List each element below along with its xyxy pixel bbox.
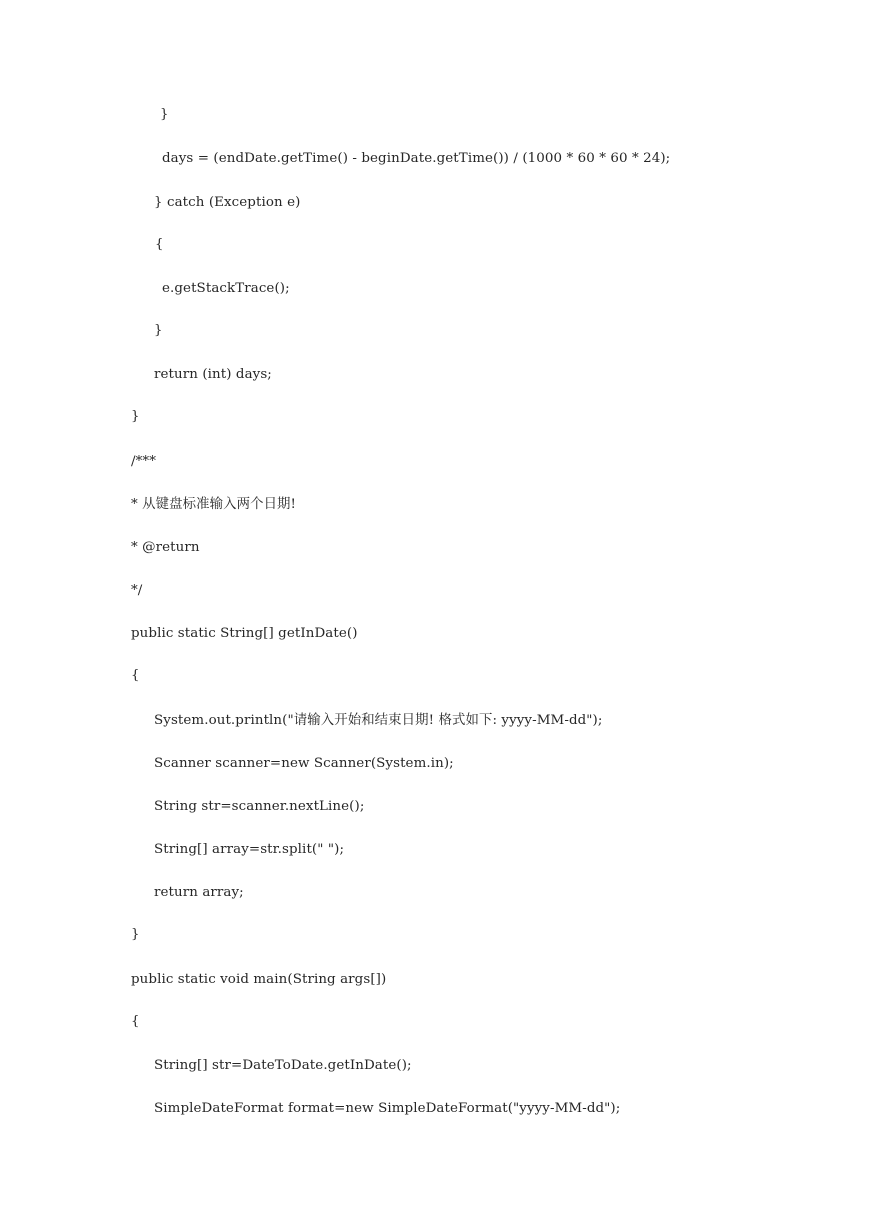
code-line: /*** <box>131 454 156 469</box>
code-line: * @return <box>131 540 200 555</box>
code-line: } <box>131 927 140 942</box>
code-line: return (int) days; <box>154 367 272 382</box>
code-line: String[] array=str.split(" "); <box>154 842 345 857</box>
code-line: } <box>160 107 169 122</box>
code-line: * 从键盘标准输入两个日期! <box>131 497 297 512</box>
code-line: } <box>131 409 140 424</box>
code-line: { <box>131 1014 140 1029</box>
code-line: } <box>154 323 163 338</box>
code-line: public static void main(String args[]) <box>131 972 387 987</box>
code-line: return array; <box>154 885 244 900</box>
code-line: SimpleDateFormat format=new SimpleDateFormat("yyyy-MM-dd"); <box>154 1101 621 1116</box>
code-line: { <box>131 668 140 683</box>
code-line: { <box>155 237 164 252</box>
code-line: } catch (Exception e) <box>154 195 301 210</box>
code-line: e.getStackTrace(); <box>162 281 290 296</box>
code-line: String[] str=DateToDate.getInDate(); <box>154 1058 412 1073</box>
code-line: */ <box>131 583 143 598</box>
code-line: System.out.println("请输入开始和结束日期! 格式如下: yyyy-MM-dd"); <box>154 713 603 728</box>
code-line: Scanner scanner=new Scanner(System.in); <box>154 756 454 771</box>
code-line: String str=scanner.nextLine(); <box>154 799 365 814</box>
code-line: public static String[] getInDate() <box>131 626 358 641</box>
code-line: days = (endDate.getTime() - beginDate.getTime()) / (1000 * 60 * 60 * 24); <box>162 151 671 166</box>
